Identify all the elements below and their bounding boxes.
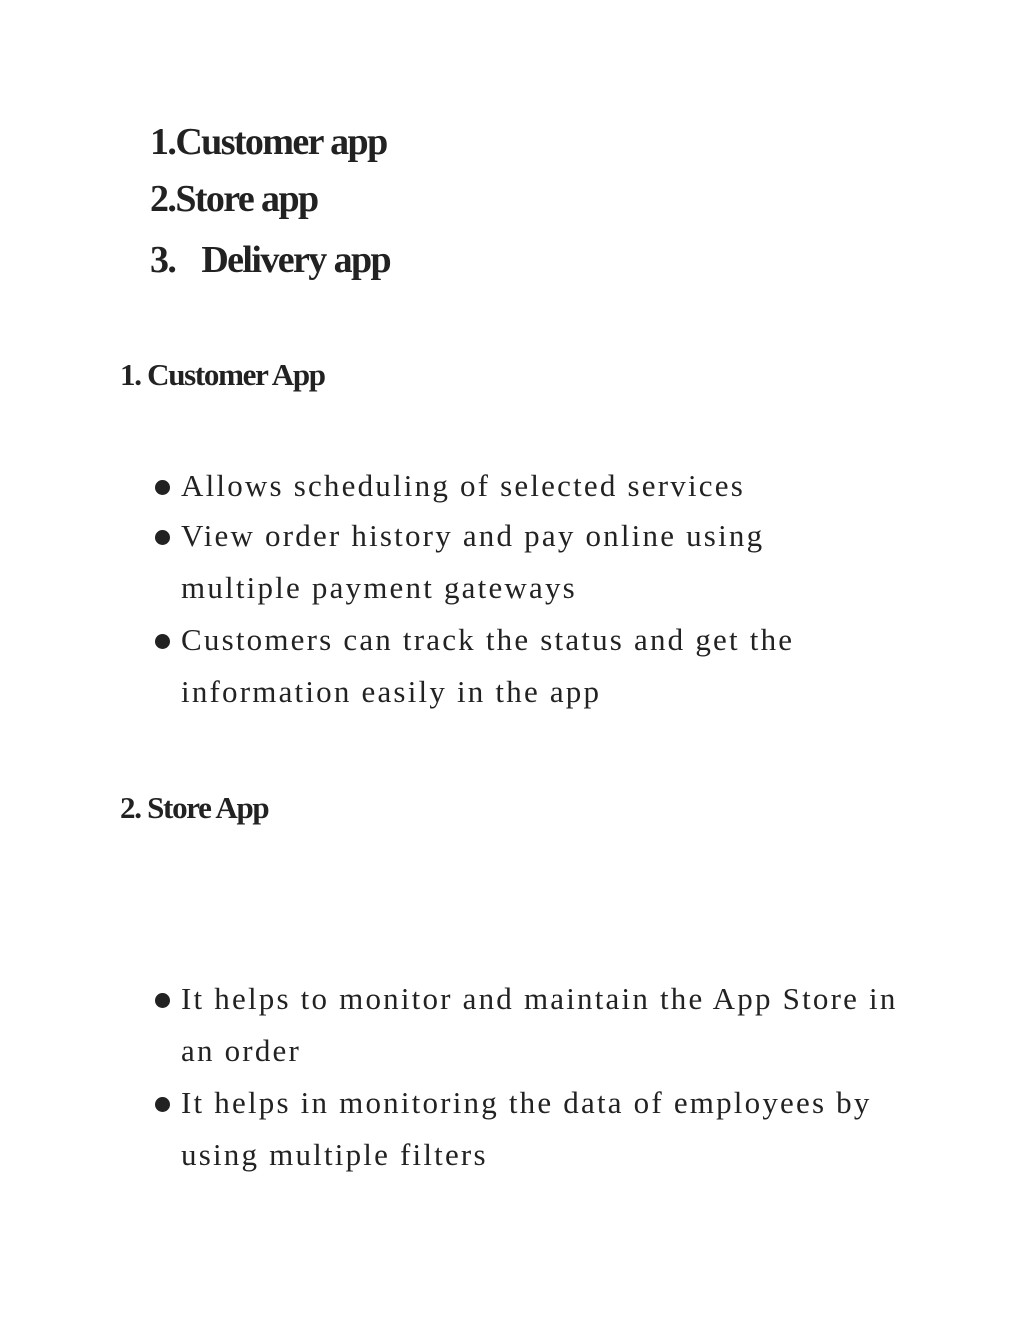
- bullet-text: View order history and pay online using multiple payment gateways: [181, 518, 765, 605]
- bullet-icon: [155, 1097, 170, 1112]
- toc-label: Customer app: [175, 121, 387, 163]
- toc-number: 1.: [150, 121, 176, 163]
- toc-number: 2.: [150, 178, 176, 220]
- toc-label: Store app: [175, 178, 318, 220]
- list-item: [152, 973, 912, 1077]
- section-number: 2.: [120, 790, 141, 825]
- section-heading-customer-app: [120, 359, 325, 390]
- bullet-text: It helps to monitor and maintain the App Store in an order: [181, 981, 898, 1068]
- bullet-icon: [155, 480, 170, 495]
- toc-item-delivery-app: [150, 241, 390, 279]
- section-heading-store-app: [120, 792, 268, 823]
- section-number: 1.: [120, 357, 141, 392]
- bullet-text: It helps in monitoring the data of employees by using multiple filters: [181, 1085, 872, 1172]
- bullet-text: Customers can track the status and get the information easily in the app: [181, 622, 795, 709]
- bullet-icon: [155, 993, 170, 1008]
- toc-item-store-app: [150, 180, 318, 218]
- section-title: Customer App: [147, 357, 325, 392]
- list-item: [152, 1077, 912, 1181]
- section-title: Store App: [147, 790, 269, 825]
- toc-number: 3.: [150, 239, 176, 281]
- toc-item-customer-app: [150, 123, 387, 161]
- customer-app-bullet-list: [152, 462, 852, 718]
- list-item: [152, 614, 852, 718]
- bullet-icon: [155, 530, 170, 545]
- bullet-text: Allows scheduling of selected services: [181, 468, 745, 503]
- list-item: [152, 462, 852, 510]
- store-app-bullet-list: [152, 973, 912, 1181]
- list-item: [152, 510, 852, 614]
- bullet-icon: [155, 634, 170, 649]
- toc-label: Delivery app: [201, 239, 391, 281]
